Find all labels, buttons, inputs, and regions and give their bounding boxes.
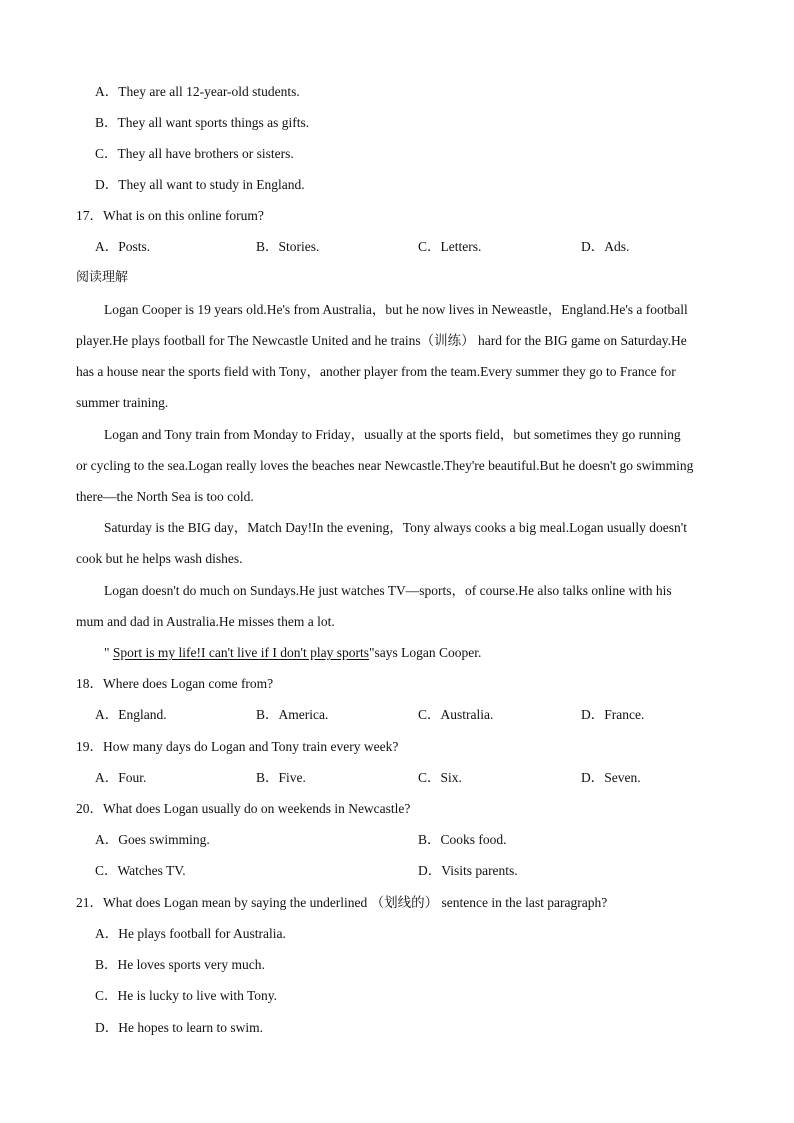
- q20-question: 20．What does Logan usually do on weekends in Newcastle?: [76, 801, 411, 816]
- q19-option-a: A．Four.: [95, 770, 147, 785]
- passage-line: there—the North Sea is too cold.: [76, 489, 254, 504]
- q17-option-a: A．Posts.: [95, 239, 151, 254]
- q21-option-c: C．He is lucky to live with Tony.: [95, 988, 278, 1003]
- passage-line: Logan doesn't do much on Sundays.He just watches TV—sports，of course.He also talks online with his: [104, 583, 672, 598]
- q17-option-d: D．Ads.: [581, 239, 630, 254]
- q18-option-d: D．France.: [581, 707, 645, 722]
- passage-line: Logan and Tony train from Monday to Friday，usually at the sports field，but sometimes they go running: [104, 427, 681, 442]
- q16-option-a: A．They are all 12-year-old students.: [95, 84, 300, 99]
- passage-line: Logan Cooper is 19 years old.He's from Australia，but he now lives in Neweastle，England.He's a football: [104, 302, 688, 317]
- q21-option-d: D．He hopes to learn to swim.: [95, 1020, 263, 1035]
- q19-option-c: C．Six.: [418, 770, 462, 785]
- q21-option-b: B．He loves sports very much.: [95, 957, 265, 972]
- q16-option-b: B．They all want sports things as gifts.: [95, 115, 310, 130]
- passage-line: Saturday is the BIG day，Match Day!In the evening，Tony always cooks a big meal.Logan usually doesn't: [104, 520, 687, 535]
- q17-option-b: B．Stories.: [256, 239, 320, 254]
- q21-question: 21．What does Logan mean by saying the underlined （划线的） sentence in the last paragraph?: [76, 895, 608, 910]
- passage-line: player.He plays football for The Newcastle United and he trains（训练） hard for the BIG game on Saturday.He: [76, 333, 687, 348]
- q18-option-a: A．England.: [95, 707, 167, 722]
- q19-option-d: D．Seven.: [581, 770, 641, 785]
- underlined-sentence: Sport is my life!I can't live if I don't play sports: [112, 645, 369, 660]
- q20-option-a: A．Goes swimming.: [95, 832, 210, 847]
- passage-line: cook but he helps wash dishes.: [76, 551, 243, 566]
- passage-line: mum and dad in Australia.He misses them a lot.: [76, 614, 335, 629]
- q18-question: 18．Where does Logan come from?: [76, 676, 274, 691]
- q21-option-a: A．He plays football for Australia.: [95, 926, 286, 941]
- q17-question: 17．What is on this online forum?: [76, 208, 264, 223]
- passage-line: or cycling to the sea.Logan really loves the beaches near Newcastle.They're beautiful.But he doesn't go swimming: [76, 458, 694, 473]
- q17-option-c: C．Letters.: [418, 239, 482, 254]
- q16-option-d: D．They all want to study in England.: [95, 177, 305, 192]
- passage-line: has a house near the sports field with Tony，another player from the team.Every summer they go to France for: [76, 364, 676, 379]
- q20-option-d: D．Visits parents.: [418, 863, 518, 878]
- q19-question: 19．How many days do Logan and Tony train every week?: [76, 739, 399, 754]
- passage-quote-line: [104, 644, 481, 662]
- q16-option-c: C．They all have brothers or sisters.: [95, 146, 294, 161]
- q20-option-b: B．Cooks food.: [418, 832, 507, 847]
- q18-option-b: B．America.: [256, 707, 329, 722]
- quote-open-mark: ": [104, 645, 110, 660]
- q19-option-b: B．Five.: [256, 770, 306, 785]
- q20-option-c: C．Watches TV.: [95, 863, 186, 878]
- quote-attribution: "says Logan Cooper.: [368, 645, 482, 660]
- q18-option-c: C．Australia.: [418, 707, 494, 722]
- section-title: 阅读理解: [76, 270, 129, 285]
- passage-line: summer training.: [76, 395, 169, 410]
